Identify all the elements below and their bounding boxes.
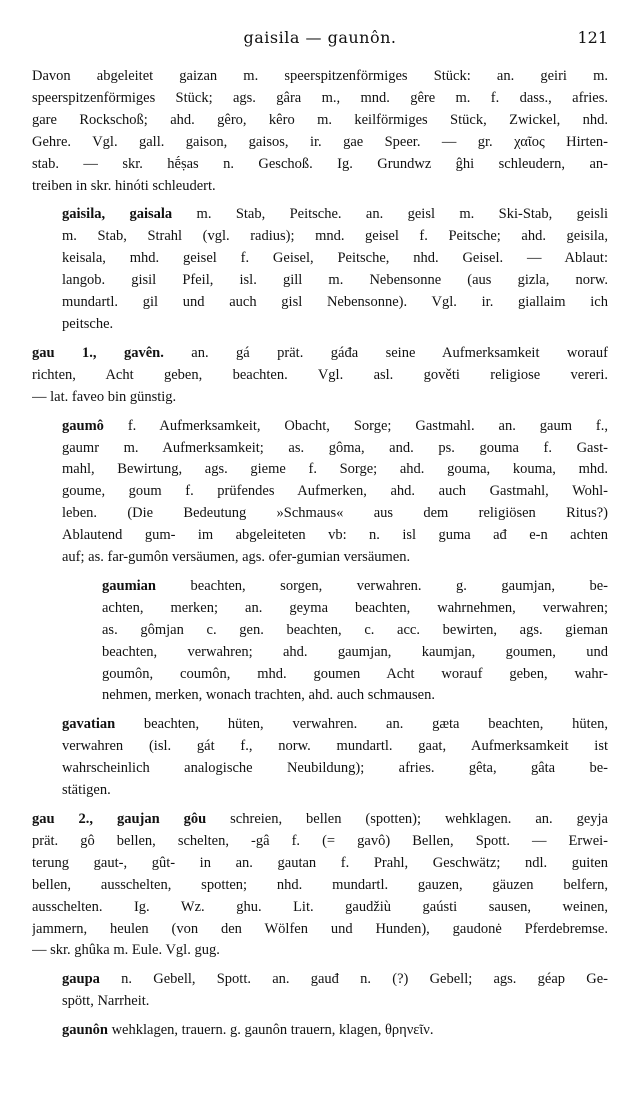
- entry-line-text: spött, Narrheit.: [62, 993, 150, 1010]
- entry-list: [32, 66, 608, 1049]
- entry-line: [32, 809, 608, 831]
- dictionary-entry: [32, 714, 608, 802]
- entry-line: [32, 66, 608, 88]
- entry-line: [102, 598, 608, 620]
- dictionary-entry: [32, 416, 608, 569]
- entry-line-text: keisala, mhd. geisel f. Geisel, Peitsche, nhd. Geisel. — Ablaut:: [62, 250, 608, 267]
- entry-lemma: gaisila, gaisala: [62, 206, 173, 223]
- entry-line: [62, 547, 608, 569]
- entry-line: [62, 438, 608, 460]
- entry-line-text: goumôn, coumôn, mhd. goumen Acht worauf geben, wahr-: [102, 665, 608, 682]
- entry-line: [32, 343, 608, 365]
- dictionary-entry: [32, 204, 608, 335]
- entry-line: [62, 248, 608, 270]
- entry-line-text: stätigen.: [62, 782, 111, 799]
- entry-line-text: stab. — skr. hḗṣas n. Geschoß. Ig. Grundwz ĝhi schleudern, an-: [32, 155, 608, 172]
- entry-line-text: jammern, heulen (von den Wölfen und Hunden), gaudonė Pferdebremse.: [32, 920, 608, 937]
- entry-lemma: gavatian: [62, 716, 116, 733]
- entry-line: [102, 685, 608, 707]
- entry-line-text: richten, Acht geben, beachten. Vgl. asl. gověti religiose vereri.: [32, 366, 608, 383]
- entry-line: [32, 831, 608, 853]
- entry-line: [62, 525, 608, 547]
- entry-line-text: terung gaut-, gût- in an. gautan f. Prahl, Geschwätz; ndl. guiten: [32, 854, 608, 871]
- entry-line-text: goume, goum f. prüfendes Aufmerken, ahd. auch Gastmahl, Wohl-: [62, 483, 608, 500]
- entry-lemma: gaumô: [62, 417, 104, 434]
- entry-line: [102, 642, 608, 664]
- entry-line-text: beachten, verwahren; ahd. gaumjan, kaumjan, goumen, und: [102, 643, 608, 660]
- entry-line: [62, 416, 608, 438]
- entry-lemma: gau 2., gaujan gôu: [32, 811, 207, 827]
- entry-line-text: gare Rockschoß; ahd. gêro, kêro m. keilförmiges Stück, Zwickel, nhd.: [32, 111, 608, 128]
- entry-line: [62, 292, 608, 314]
- entry-line-text: ausschelten. Ig. Wz. ghu. Lit. gaudžiù gaústi sausen, weinen,: [32, 898, 608, 915]
- dictionary-entry: [32, 969, 608, 1013]
- entry-line-text: achten, merken; an. geyma beachten, wahrnehmen, verwahren;: [102, 599, 608, 616]
- entry-lemma: gaupa: [62, 971, 100, 988]
- entry-line: [62, 459, 608, 481]
- page-number: 121: [577, 28, 608, 47]
- entry-line-text: Gehre. Vgl. gall. gaison, gaisos, ir. gae Speer. — gr. χαῖος Hirten-: [32, 133, 608, 150]
- entry-line-text: bellen, ausschelten, spotten; nhd. mundartl. gauzen, gäuzen belfern,: [32, 876, 608, 893]
- entry-line-text: peitsche.: [62, 315, 114, 332]
- running-head: [32, 28, 608, 50]
- dictionary-entry: [32, 576, 608, 707]
- entry-line-text: leben. (Die Bedeutung »Schmaus« aus dem religiösen Ritus?): [62, 505, 608, 522]
- entry-line: [62, 780, 608, 802]
- entry-line: [62, 1020, 608, 1042]
- entry-line: [32, 154, 608, 176]
- entry-line-text: f. Aufmerksamkeit, Obacht, Sorge; Gastmahl. an. gaum f.,: [103, 417, 608, 434]
- entry-line: [32, 919, 608, 941]
- entry-line: [62, 204, 608, 226]
- entry-line-text: auf; as. far-gumôn versäumen, ags. ofer-gumian versäumen.: [62, 549, 411, 566]
- entry-line-text: langob. gisil Pfeil, isl. gill m. Nebensonne (aus gizla, norw.: [62, 272, 608, 289]
- entry-line: [62, 969, 608, 991]
- entry-line-text: beachten, sorgen, verwahren. g. gaumjan, be-: [156, 577, 608, 594]
- entry-line-text: m. Stab, Strahl (vgl. radius); mnd. geisel f. Peitsche; ahd. geisila,: [62, 228, 608, 245]
- entry-line-text: an. gá prät. gáđa seine Aufmerksamkeit worauf: [163, 344, 608, 361]
- entry-line-text: — lat. faveo bin günstig.: [32, 388, 177, 405]
- entry-line-text: Ablautend gum- im abgeleiteten vb: n. isl guma ađ e-n achten: [62, 527, 608, 544]
- entry-line: [62, 226, 608, 248]
- entry-line: [62, 314, 608, 336]
- entry-line-text: as. gômjan c. gen. beachten, c. acc. bewirten, ags. gieman: [102, 621, 608, 638]
- entry-line: [102, 620, 608, 642]
- entry-line: [62, 714, 608, 736]
- entry-line-text: beachten, hüten, verwahren. an. gæta beachten, hüten,: [115, 716, 608, 733]
- headword-range: gaisila — gaunôn.: [243, 28, 397, 47]
- entry-lemma: gaumian: [102, 577, 156, 594]
- entry-line-text: — skr. ghûka m. Eule. Vgl. gug.: [32, 942, 220, 959]
- entry-line: [32, 176, 608, 198]
- entry-line: [62, 758, 608, 780]
- entry-line-text: treiben in skr. hinóti schleudert.: [32, 177, 216, 194]
- entry-line: [62, 503, 608, 525]
- entry-line: [102, 664, 608, 686]
- entry-lemma: gaunôn: [62, 1022, 108, 1039]
- entry-line: [32, 875, 608, 897]
- entry-line: [32, 88, 608, 110]
- entry-lemma: gau 1., gavên.: [32, 344, 164, 361]
- entry-line-text: mahl, Bewirtung, ags. gieme f. Sorge; ahd. gouma, kouma, mhd.: [62, 461, 608, 478]
- dictionary-entry: [32, 1020, 608, 1042]
- dictionary-entry: [32, 809, 608, 962]
- entry-line-text: Davon abgeleitet gaizan m. speerspitzenförmiges Stück: an. geiri m.: [32, 68, 608, 84]
- entry-line-text: wehklagen, trauern. g. gaunôn trauern, klagen, θρηνεῖν.: [107, 1022, 434, 1039]
- entry-line-text: mundartl. gil und auch gisl Nebensonne). Vgl. ir. giallaim ich: [62, 294, 608, 311]
- entry-line: [32, 897, 608, 919]
- entry-line-text: nehmen, merken, wonach trachten, ahd. auch schmausen.: [102, 687, 435, 704]
- entry-line: [32, 110, 608, 132]
- entry-line: [102, 576, 608, 598]
- dictionary-entry: [32, 66, 608, 197]
- entry-line: [32, 132, 608, 154]
- entry-line: [62, 991, 608, 1013]
- entry-line-text: gaumr m. Aufmerksamkeit; as. gôma, and. ps. gouma f. Gast-: [62, 439, 608, 456]
- entry-line: [32, 365, 608, 387]
- entry-line-text: wahrscheinlich analogische Neubildung); afries. gêta, gâta be-: [62, 760, 608, 777]
- entry-line: [32, 940, 608, 962]
- entry-line: [32, 387, 608, 409]
- entry-line: [32, 853, 608, 875]
- entry-line-text: schreien, bellen (spotten); wehklagen. an. geyja: [206, 811, 608, 827]
- entry-line: [62, 736, 608, 758]
- dictionary-entry: [32, 343, 608, 409]
- entry-line: [62, 270, 608, 292]
- entry-line-text: speerspitzenförmiges Stück; ags. gâra m., mnd. gêre m. f. dass., afries.: [32, 89, 608, 106]
- entry-line: [62, 481, 608, 503]
- entry-line-text: verwahren (isl. gát f., norw. mundartl. gaat, Aufmerksamkeit ist: [62, 738, 608, 755]
- entry-line-text: prät. gô bellen, schelten, -gâ f. (= gavô) Bellen, Spott. — Erwei-: [32, 832, 608, 849]
- entry-line-text: m. Stab, Peitsche. an. geisl m. Ski-Stab, geisli: [172, 206, 608, 223]
- entry-line-text: n. Gebell, Spott. an. gauđ n. (?) Gebell; ags. géap Ge-: [99, 971, 608, 988]
